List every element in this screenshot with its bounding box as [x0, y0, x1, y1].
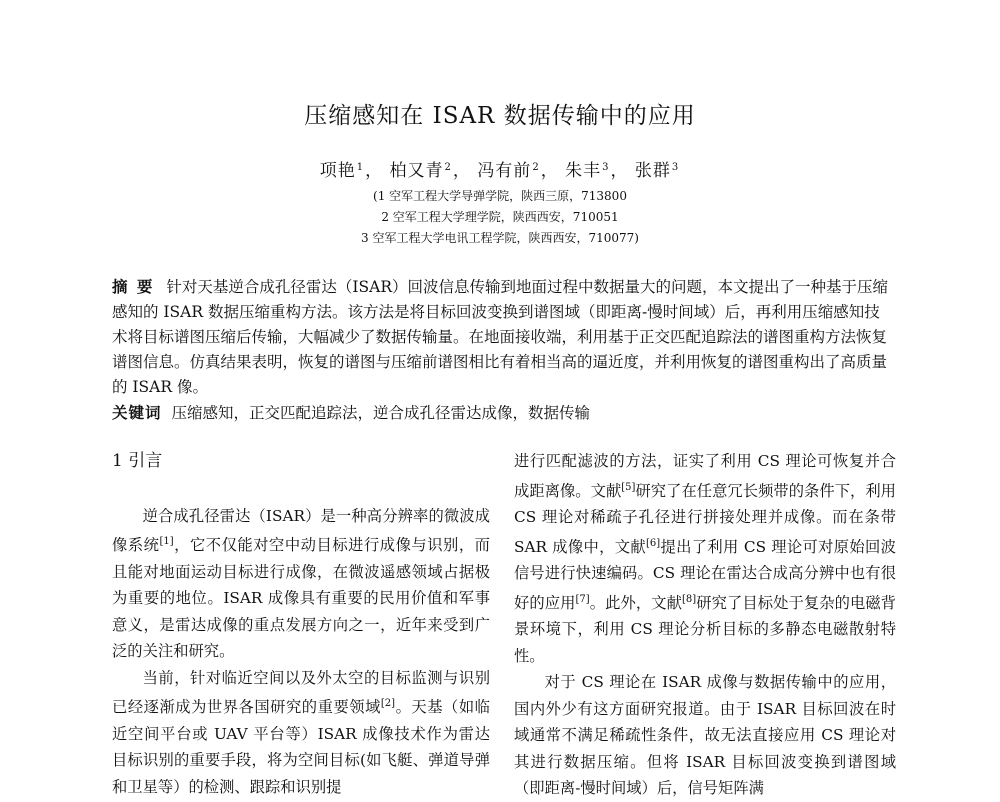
author-affiliation-mark: 2: [532, 162, 540, 173]
citation-ref[interactable]: [7]: [575, 593, 590, 605]
left-column: [112, 446, 490, 800]
section-heading: 1 引言: [112, 451, 163, 471]
citation-ref[interactable]: [2]: [380, 698, 396, 709]
abstract-paragraph: [112, 274, 894, 400]
affiliations: [0, 186, 1000, 249]
abstract-label: 摘 要: [112, 277, 155, 296]
abstract-text: 针对天基逆合成孔径雷达（ISAR）回波信息传输到地面过程中数据量大的问题，本文提出了一种基于压缩感知的 ISAR 数据压缩重构方法。该方法是将目标回波变换到谱图域（即距离-慢时间域）后，再利用压缩感知技术将目标谱图压缩后传输，大幅减少了数据传输量。在地面接收端，利用基于正交匹配追踪法的谱图重构方法恢复谱图信息。仿真结果表明，恢复的谱图与压缩前谱图相比有着相当高的逼近度，并利用恢复的谱图重构出了高质量的 ISAR 像。: [112, 278, 889, 396]
author-name: 项艳: [319, 161, 356, 181]
author-affiliation-mark: 3: [671, 162, 680, 173]
body-text: 进行匹配滤波的方法，证实了利用 CS 理论可恢复并合成距离像。文献: [514, 452, 896, 500]
affiliation-line: 2 空军工程大学理学院，陕西西安，710051: [381, 210, 619, 224]
body-text: 当前，针对临近空间以及外太空的目标监测与识别已经逐渐成为世界各国研究的重要领域: [112, 668, 490, 716]
keywords-label: 关键词: [112, 403, 162, 422]
author-name: 柏又青: [389, 161, 444, 181]
paper-title: 压缩感知在 ISAR 数据传输中的应用: [304, 103, 696, 129]
author-name: 朱丰: [565, 161, 602, 181]
body-paragraph: 对于 CS 理论在 ISAR 成像与数据传输中的应用，国内外少有这方面研究报道。由于 ISAR 目标回波在时域通常不满足稀疏性条件，故无法直接应用 CS 理论对其进行数据压缩。但将 ISAR 目标回波变换到谱图域（即距离-慢时间域）后，信号矩阵满: [514, 673, 896, 797]
keywords-paragraph: [112, 400, 894, 426]
body-text: 研究了在任意冗长频带的条件下，利用 CS 理论对稀疏子孔径进行拼接处理并成像。而在条带 SAR 成像中，文献: [514, 481, 896, 556]
author-affiliation-mark: 1: [356, 162, 365, 173]
affiliation-line: (1 空军工程大学导弹学院，陕西三原，713800: [373, 189, 627, 203]
citation-ref[interactable]: [1]: [159, 536, 174, 547]
keywords-text: 压缩感知，正交匹配追踪法，逆合成孔径雷达成像，数据传输: [171, 404, 591, 422]
author-name: 张群: [634, 161, 671, 181]
body-text: 。此外，文献: [589, 593, 682, 612]
body-text: 提出了利用 CS 理论可对原始回波信号进行快速编码。CS 理论在雷达合成高分辨中也有很好的应用: [514, 537, 896, 612]
body-paragraph: [112, 665, 490, 801]
citation-ref[interactable]: [5]: [621, 481, 636, 493]
author-affiliation-mark: 3: [602, 162, 610, 173]
citation-ref[interactable]: [8]: [681, 593, 697, 605]
body-text: 研究了目标处于复杂的电磁背景环境下，利用 CS 理论分析目标的多静态电磁散射特性。: [514, 593, 896, 665]
author-list: 项艳$^1$， 柏又青$^2$， 冯有前$^2$， 朱丰$^3$， 张群$^3$: [319, 161, 680, 181]
body-text: ，它不仅能对空中动目标进行成像与识别，而且能对地面运动目标进行成像，在微波遥感领域占据极为重要的地位。ISAR 成像具有重要的民用价值和军事意义，是雷达成像的重点发展方向之一，近年来受到广泛的关注和研究。: [112, 536, 490, 660]
body-paragraph: [514, 448, 896, 669]
body-paragraph: [112, 503, 490, 665]
right-column: [514, 448, 896, 802]
author-name: 冯有前: [477, 161, 532, 181]
author-affiliation-mark: 2: [444, 162, 452, 173]
affiliation-line: 3 空军工程大学电讯工程学院，陕西西安，710077): [361, 231, 639, 245]
abstract-block: [112, 274, 894, 426]
citation-ref[interactable]: [6]: [646, 537, 661, 549]
body-text: 。天基（如临近空间平台或 UAV 平台等）ISAR 成像技术作为雷达目标识别的重要手段，将为空间目标(如飞艇、弹道导弹和卫星等）的检测、跟踪和识别提: [112, 698, 490, 796]
body-text: 逆合成孔径雷达（ISAR）是一种高分辨率的微波成像系统: [112, 506, 490, 554]
